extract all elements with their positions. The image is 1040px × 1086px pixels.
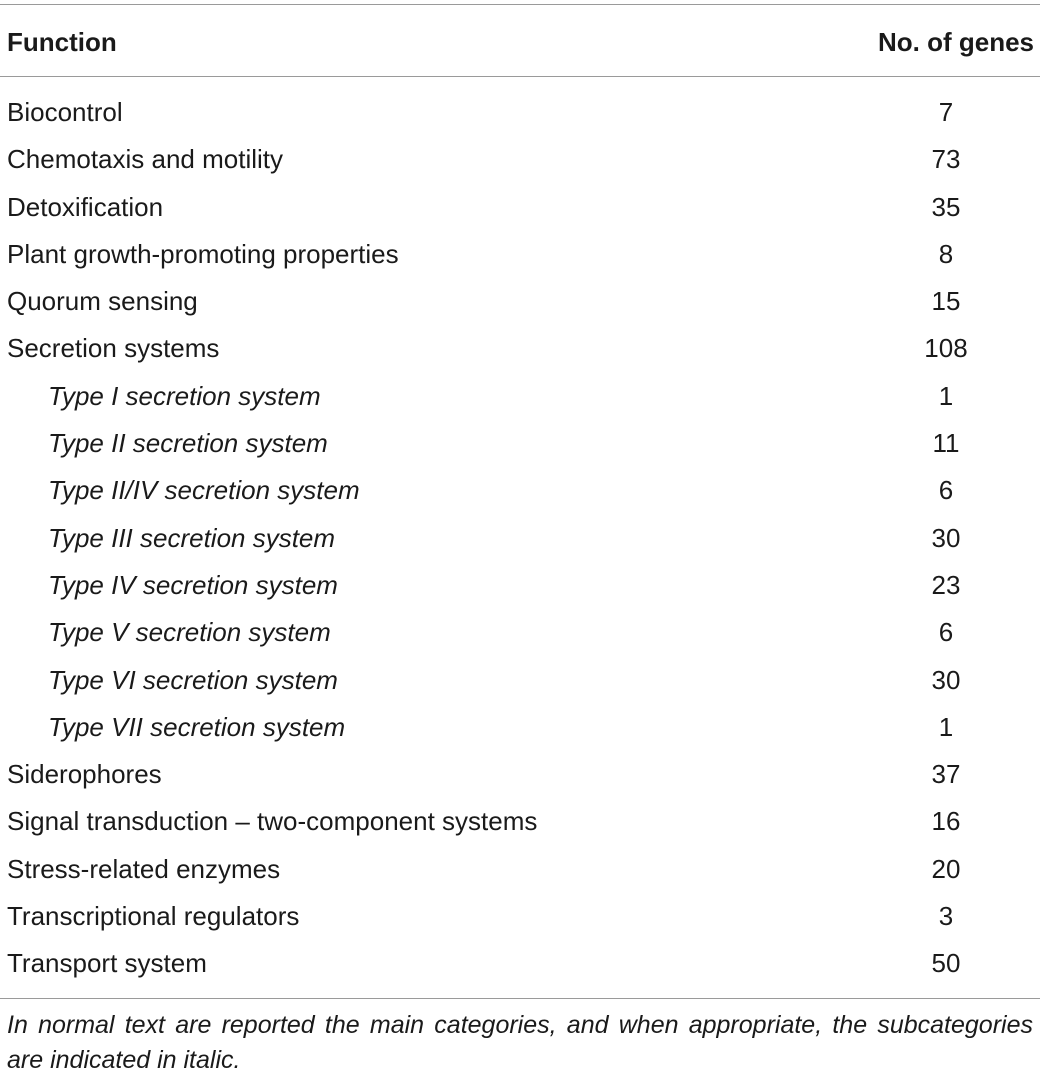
gene-count-cell: 8 xyxy=(938,238,954,269)
function-cell: Type VII secretion system xyxy=(48,711,346,742)
function-cell: Type II secretion system xyxy=(48,428,328,459)
gene-count-cell: 1 xyxy=(938,380,954,411)
table-bottom-rule xyxy=(0,998,1040,999)
gene-count-cell: 15 xyxy=(931,286,961,317)
function-cell: Biocontrol xyxy=(7,97,123,127)
table-row-subcategory xyxy=(0,373,1040,420)
gene-count-cell: 1 xyxy=(938,711,954,742)
function-cell: Siderophores xyxy=(7,759,162,790)
function-cell: Detoxification xyxy=(7,191,164,222)
table-row-subcategory xyxy=(0,420,1040,467)
function-cell: Type I secretion system xyxy=(48,380,321,411)
column-header-function: Function xyxy=(7,27,117,57)
function-cell: Type II/IV secretion system xyxy=(48,475,360,506)
function-cell: Type III secretion system xyxy=(48,522,336,553)
function-cell: Signal transduction – two-component systems xyxy=(7,806,538,837)
table-row xyxy=(0,89,1040,136)
table-row xyxy=(0,231,1040,278)
function-cell: Plant growth-promoting properties xyxy=(7,238,399,269)
gene-count-cell: 20 xyxy=(931,853,961,884)
table-row xyxy=(0,846,1040,893)
table-row-subcategory xyxy=(0,609,1040,656)
gene-count-cell: 3 xyxy=(938,901,954,932)
table-footnote: In normal text are reported the main categories, and when appropriate, the subcategories are indicated in italic. xyxy=(7,1011,1033,1074)
table-row xyxy=(0,325,1040,372)
table-row xyxy=(0,940,1040,987)
function-cell: Transcriptional regulators xyxy=(7,901,300,932)
function-cell: Type VI secretion system xyxy=(48,664,338,695)
gene-count-cell: 6 xyxy=(938,617,954,648)
table-top-rule xyxy=(0,4,1040,5)
table-row-subcategory xyxy=(0,515,1040,562)
table-row xyxy=(0,798,1040,845)
gene-count-cell: 30 xyxy=(931,522,961,553)
function-cell: Stress-related enzymes xyxy=(7,853,281,884)
gene-count-cell: 73 xyxy=(931,144,961,175)
table-row-subcategory xyxy=(0,704,1040,751)
function-cell: Secretion systems xyxy=(7,333,220,364)
gene-count-cell: 108 xyxy=(924,333,968,364)
table-row xyxy=(0,751,1040,798)
function-cell: Chemotaxis and motility xyxy=(7,144,283,175)
table-header-row xyxy=(0,22,1040,62)
gene-count-cell: 50 xyxy=(931,948,961,979)
function-cell: Quorum sensing xyxy=(7,286,198,317)
gene-count-cell: 11 xyxy=(932,428,960,459)
gene-count-cell: 23 xyxy=(931,569,961,600)
gene-count-cell: 16 xyxy=(931,806,961,837)
table-row xyxy=(0,184,1040,231)
table-row xyxy=(0,893,1040,940)
gene-count-cell: 37 xyxy=(931,759,961,790)
table-row-subcategory xyxy=(0,467,1040,514)
column-header-number-of-genes: No. of genes xyxy=(877,27,1034,57)
table-body xyxy=(0,89,1040,988)
gene-count-cell: 7 xyxy=(938,97,954,127)
table-header-rule xyxy=(0,76,1040,77)
function-cell: Transport system xyxy=(7,948,207,979)
gene-count-cell: 35 xyxy=(931,191,961,222)
table-row-subcategory xyxy=(0,657,1040,704)
function-cell: Type IV secretion system xyxy=(48,569,338,600)
table-row xyxy=(0,278,1040,325)
table-row-subcategory xyxy=(0,562,1040,609)
gene-count-cell: 30 xyxy=(931,664,961,695)
gene-count-cell: 6 xyxy=(938,475,954,506)
table-row xyxy=(0,136,1040,183)
function-cell: Type V secretion system xyxy=(48,617,331,648)
